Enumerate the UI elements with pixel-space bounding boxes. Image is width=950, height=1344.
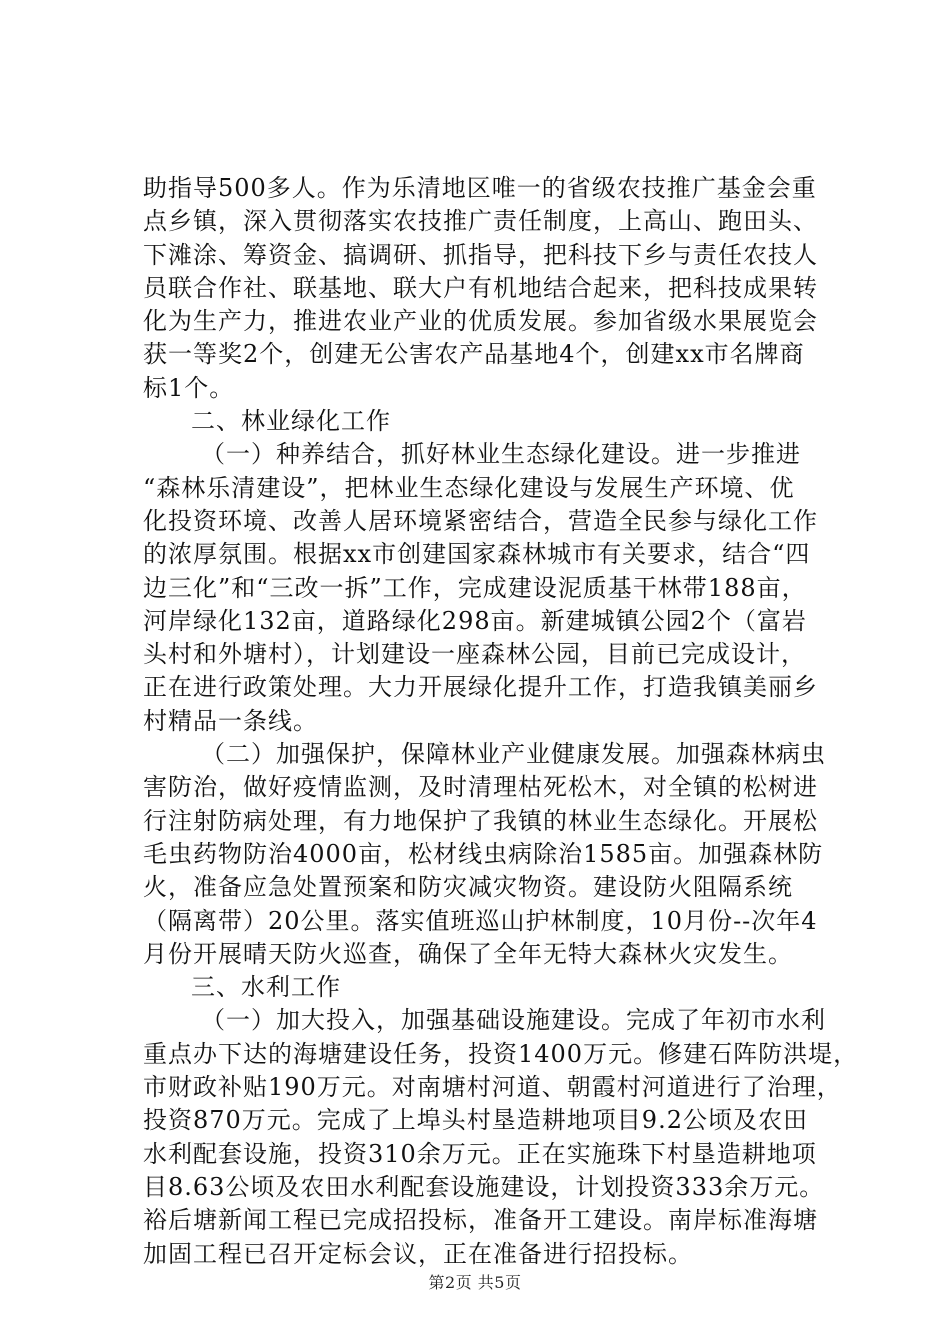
- body-line: 正在进行政策处理。大力开展绿化提升工作，打造我镇美丽乡: [143, 673, 818, 702]
- body-line: 月份开展晴天防火巡查，确保了全年无特大森林火灾发生。: [143, 939, 793, 968]
- body-line: 火，准备应急处置预案和防灾减灾物资。建设防火阻隔系统: [143, 873, 793, 902]
- page-number-footer: 第2页 共5页: [428, 1273, 522, 1292]
- body-line: 河岸绿化132亩，道路绿化298亩。新建城镇公园2个（富岩: [143, 606, 807, 635]
- body-line: 重点办下达的海塘建设任务，投资1400万元。修建石阵防洪堤，: [143, 1039, 859, 1068]
- subsection-heading-line: （一）加大投入，加强基础设施建设。完成了年初市水利: [201, 1006, 826, 1035]
- body-line: 点乡镇，深入贯彻落实农技推广责任制度，上高山、跑田头、: [143, 207, 818, 236]
- body-line: 加固工程已召开定标会议，正在准备进行招投标。: [143, 1239, 693, 1268]
- body-line: 头村和外塘村），计划建设一座森林公园，目前已完成设计，: [143, 640, 806, 669]
- body-line: 市财政补贴190万元。对南塘村河道、朝霞村河道进行了治理，: [143, 1073, 842, 1102]
- body-line: 标1个。: [143, 373, 235, 402]
- document-body: [143, 172, 859, 1271]
- section-heading: 二、林业绿化工作: [191, 407, 391, 436]
- body-line: 助指导500多人。作为乐清地区唯一的省级农技推广基金会重: [143, 174, 817, 202]
- body-line: 水利配套设施，投资310余万元。正在实施珠下村垦造耕地项: [143, 1139, 817, 1168]
- body-line: 的浓厚氛围。根据xx市创建国家森林城市有关要求，结合“四: [143, 540, 811, 569]
- body-line: 行注射防病处理，有力地保护了我镇的林业生态绿化。开展松: [143, 806, 818, 835]
- body-line: （隔离带）20公里。落实值班巡山护林制度，10月份--次年4: [143, 906, 818, 935]
- section-heading: 三、水利工作: [191, 973, 341, 1002]
- body-line: 毛虫药物防治4000亩，松材线虫病除治1585亩。加强森林防: [143, 839, 824, 868]
- body-line: 化为生产力，推进农业产业的优质发展。参加省级水果展览会: [143, 307, 818, 336]
- body-line: 化投资环境、改善人居环境紧密结合，营造全民参与绿化工作: [143, 506, 818, 535]
- body-line: 获一等奖2个，创建无公害农产品基地4个，创建xx市名牌商: [143, 340, 805, 369]
- body-line: 害防治，做好疫情监测，及时清理枯死松木，对全镇的松树进: [143, 773, 818, 802]
- body-line: 目8.63公顷及农田水利配套设施建设，计划投资333余万元。: [143, 1172, 825, 1201]
- body-line: “森林乐清建设”，把林业生态绿化建设与发展生产环境、优: [143, 473, 795, 502]
- subsection-heading-line: （二）加强保护，保障林业产业健康发展。加强森林病虫: [201, 740, 826, 769]
- subsection-heading-line: （一）种养结合，抓好林业生态绿化建设。进一步推进: [201, 440, 801, 469]
- body-line: 裕后塘新闻工程已完成招投标，准备开工建设。南岸标准海塘: [143, 1206, 818, 1235]
- body-line: 员联合作社、联基地、联大户有机地结合起来，把科技成果转: [143, 273, 818, 302]
- body-line: 投资870万元。完成了上埠头村垦造耕地项目9.2公顷及农田: [143, 1106, 808, 1135]
- body-line: 下滩涂、筹资金、搞调研、抓指导，把科技下乡与责任农技人: [143, 240, 818, 269]
- body-line: 边三化”和“三改一拆”工作，完成建设泥质基干林带188亩，: [143, 573, 807, 602]
- body-line: 村精品一条线。: [143, 706, 318, 735]
